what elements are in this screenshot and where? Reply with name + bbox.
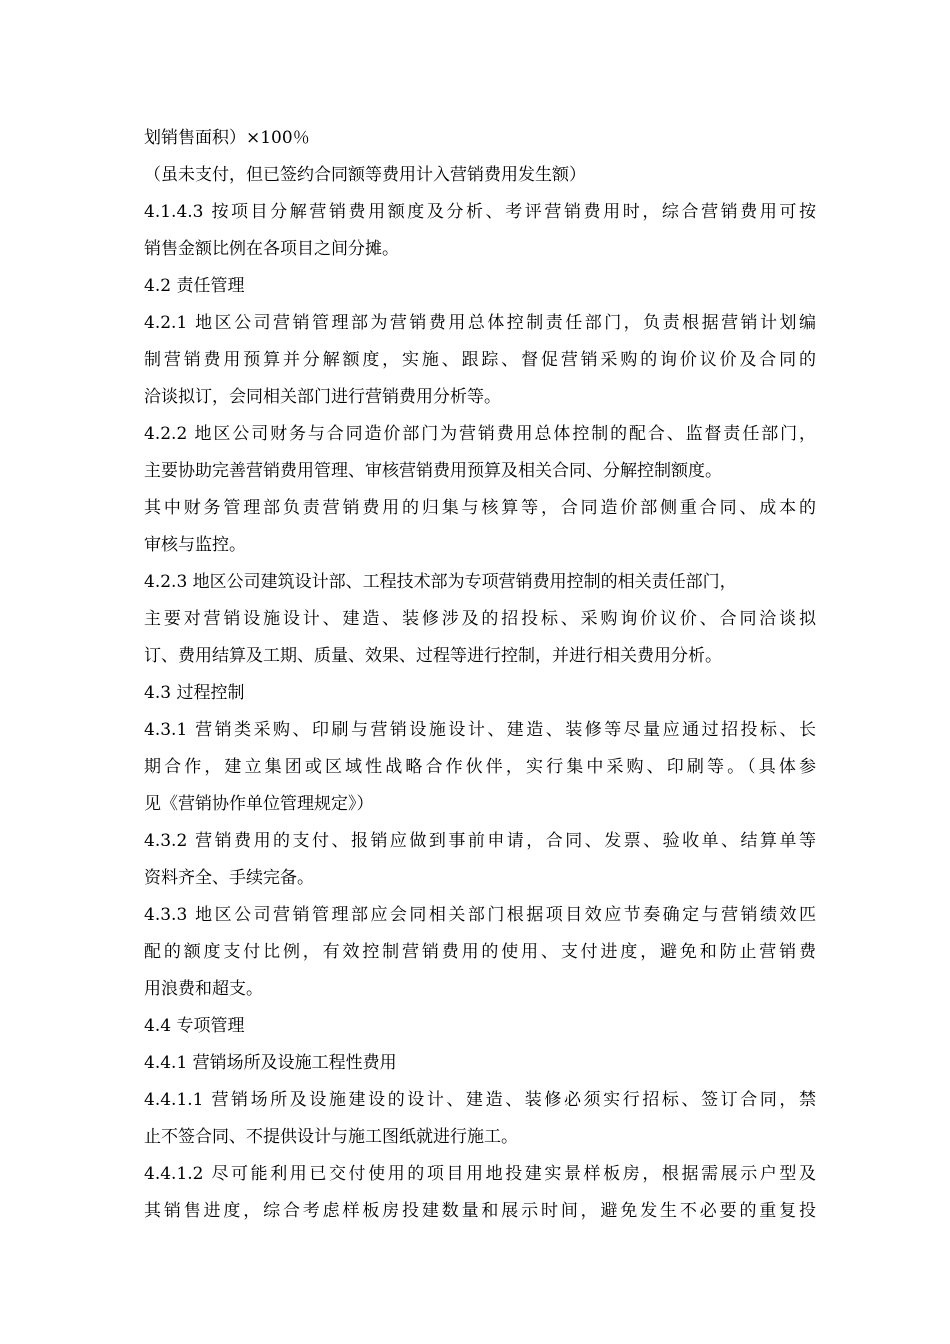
text-line: 订、费用结算及工期、质量、效果、过程等进行控制，并进行相关费用分析。 (144, 646, 722, 666)
text-line: 销售金额比例在各项目之间分摊。 (144, 239, 399, 259)
text-line: 4.2.3 地区公司建筑设计部、工程技术部为专项营销费用控制的相关责任部门， (144, 572, 737, 592)
text-line: 主要对营销设施设计、建造、装修涉及的招投标、采购询价议价、合同洽谈拟 (144, 609, 816, 629)
text-line: 4.3.3 地区公司营销管理部应会同相关部门根据项目效应节奏确定与营销绩效匹 (144, 905, 816, 925)
text-line: 资料齐全、手续完备。 (144, 868, 314, 888)
text-line: 审核与监控。 (144, 535, 246, 555)
text-line: 配的额度支付比例，有效控制营销费用的使用、支付进度，避免和防止营销费 (144, 942, 816, 962)
text-line: 止不签合同、不提供设计与施工图纸就进行施工。 (144, 1127, 518, 1147)
text-line: 4.1.4.3 按项目分解营销费用额度及分析、考评营销费用时，综合营销费用可按 (144, 202, 816, 222)
text-line: 划销售面积）×100％ (144, 128, 310, 148)
document-body (144, 120, 816, 1230)
text-line: 4.3.1 营销类采购、印刷与营销设施设计、建造、装修等尽量应通过招投标、长 (144, 720, 816, 740)
section-heading: 4.2 责任管理 (144, 276, 245, 296)
text-line: 4.4.1.1 营销场所及设施建设的设计、建造、装修必须实行招标、签订合同，禁 (144, 1090, 816, 1110)
text-line: 其销售进度，综合考虑样板房投建数量和展示时间，避免发生不必要的重复投 (144, 1201, 816, 1221)
text-line: 4.2.2 地区公司财务与合同造价部门为营销费用总体控制的配合、监督责任部门， (144, 424, 816, 444)
text-line: 其中财务管理部负责营销费用的归集与核算等，合同造价部侧重合同、成本的 (144, 498, 816, 518)
text-line: 4.3.2 营销费用的支付、报销应做到事前申请，合同、发票、验收单、结算单等 (144, 831, 816, 851)
section-heading: 4.3 过程控制 (144, 683, 245, 703)
text-line: 主要协助完善营销费用管理、审核营销费用预算及相关合同、分解控制额度。 (144, 461, 722, 481)
text-line: 4.2.1 地区公司营销管理部为营销费用总体控制责任部门，负责根据营销计划编 (144, 313, 816, 333)
text-line: （虽未支付，但已签约合同额等费用计入营销费用发生额） (144, 165, 586, 185)
subsection-heading: 4.4.1 营销场所及设施工程性费用 (144, 1053, 397, 1073)
section-heading: 4.4 专项管理 (144, 1016, 245, 1036)
text-line: 洽谈拟订，会同相关部门进行营销费用分析等。 (144, 387, 501, 407)
text-line: 期合作，建立集团或区域性战略合作伙伴，实行集中采购、印刷等。（具体参 (144, 757, 816, 777)
text-line: 见《营销协作单位管理规定》） (144, 794, 374, 814)
text-line: 4.4.1.2 尽可能利用已交付使用的项目用地投建实景样板房，根据需展示户型及 (144, 1164, 816, 1184)
text-line: 用浪费和超支。 (144, 979, 263, 999)
text-line: 制营销费用预算并分解额度，实施、跟踪、督促营销采购的询价议价及合同的 (144, 350, 816, 370)
